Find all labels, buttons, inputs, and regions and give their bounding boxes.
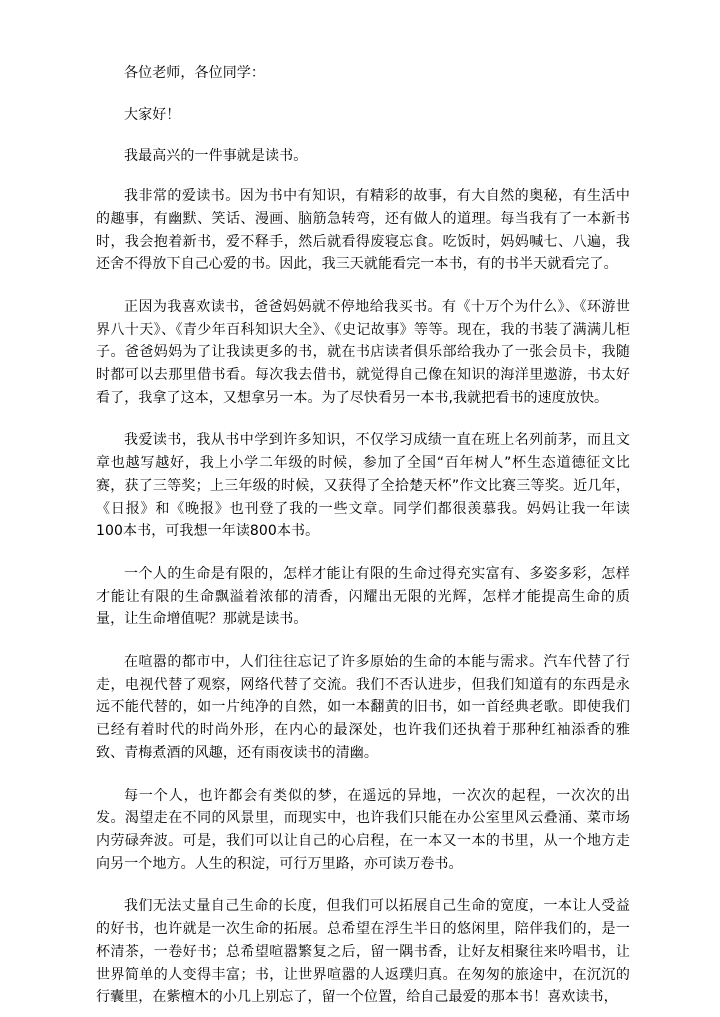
salutation: 各位老师，各位同学： xyxy=(124,65,265,81)
intro-line: 我最高兴的一件事就是读书。 xyxy=(124,148,308,165)
paragraph-love-reading: 我非常的爱读书。因为书中有知识，有精彩的故事，有大自然的奥秘，有生活中的趣事，有幽默、笑话、漫画、脑筋急转弯，还有做人的道理。每当我有了一本新书时，我会抱着新书，爱不释手，然后就看得废寝忘食。吃饭时，妈妈喊七、八遍，我还舍不得放下自己心爱的书。因此，我三天就能看完一本书，有的书半天就看完了。 xyxy=(96,188,630,273)
paragraph-dream-journey: 每一个人，也许都会有类似的梦，在遥远的异地，一次次的起程，一次次的出发。渴望走在不同的风景里，而现实中，也许我们只能在办公室里风云叠涌、菜市场内劳碌奔波。可是，我们可以让自己的心启程，在一本又一本的书里，从一个地方走向另一个地方。人生的积淀，可行万里路，亦可读万卷书。 xyxy=(96,787,630,872)
greeting: 大家好！ xyxy=(124,106,181,123)
paragraph-learning-achievements: 我爱读书，我从书中学到许多知识，不仅学习成绩一直在班上名列前茅，而且文章也越写越好，我上小学二年级的时候，参加了全国“百年树人”杯生态道德征文比赛，获了三等奖；上三年级的时候，又获得了全拾楚天杯”作文比赛三等奖。近几年，《日报》和《晚报》也刊登了我的一些文章。同学们都很羡慕我。妈妈让我一年读100本书，可我想一年读800本书。 xyxy=(96,432,630,540)
document-page xyxy=(96,62,630,1009)
paragraph-life-width: 我们无法丈量自己生命的长度，但我们可以拓展自己生命的宽度，一本让人受益的好书，也许就是一次生命的拓展。总希望在浮生半日的悠闲里，陪伴我们的，是一杯清茶，一卷好书；总希望喧嚣繁复之后，留一隅书香，让好友相聚往来吟唱书，让世界简单的人变得丰富；书，让世界喧嚣的人返璞归真。在匆匆的旅途中，在沉沉的行囊里，在紫檀木的小几上别忘了，留一个位置，给自己最爱的那本书！喜欢读书， xyxy=(96,898,630,1006)
paragraph-city-life: 在喧嚣的都市中，人们往往忘记了许多原始的生命的本能与需求。汽车代替了行走，电视代替了观察，网络代替了交流。我们不否认进步，但我们知道有的东西是永远不能代替的，如一片纯净的自然，如一本翻黄的旧书，如一首经典老歌。即使我们已经有着时代的时尚外形，在内心的最深处，也许我们还执着于那种红袖添香的雅致、青梅煮酒的风趣，还有雨夜读书的清幽。 xyxy=(96,654,630,761)
paragraph-parents-buy-books: 正因为我喜欢读书，爸爸妈妈就不停地给我买书。有《十万个为什么》、《环游世界八十天》、《青少年百科知识大全》、《史记故事》等等。现在，我的书装了满满儿柜子。爸爸妈妈为了让我读更多的书，就在书店读者俱乐部给我办了一张会员卡，我随时都可以去那里借书看。每次我去借书，就觉得自己像在知识的海洋里遨游，书太好看了，我拿了这本，又想拿另一本。为了尽快看另一本书,我就把看书的速度放快。 xyxy=(96,298,630,406)
paragraph-life-value: 一个人的生命是有限的，怎样才能让有限的生命过得充实富有、多姿多彩，怎样才能让有限的生命飘溢着浓郁的清香，闪耀出无限的光辉，怎样才能提高生命的质量，让生命增值呢？那就是读书。 xyxy=(96,565,630,628)
